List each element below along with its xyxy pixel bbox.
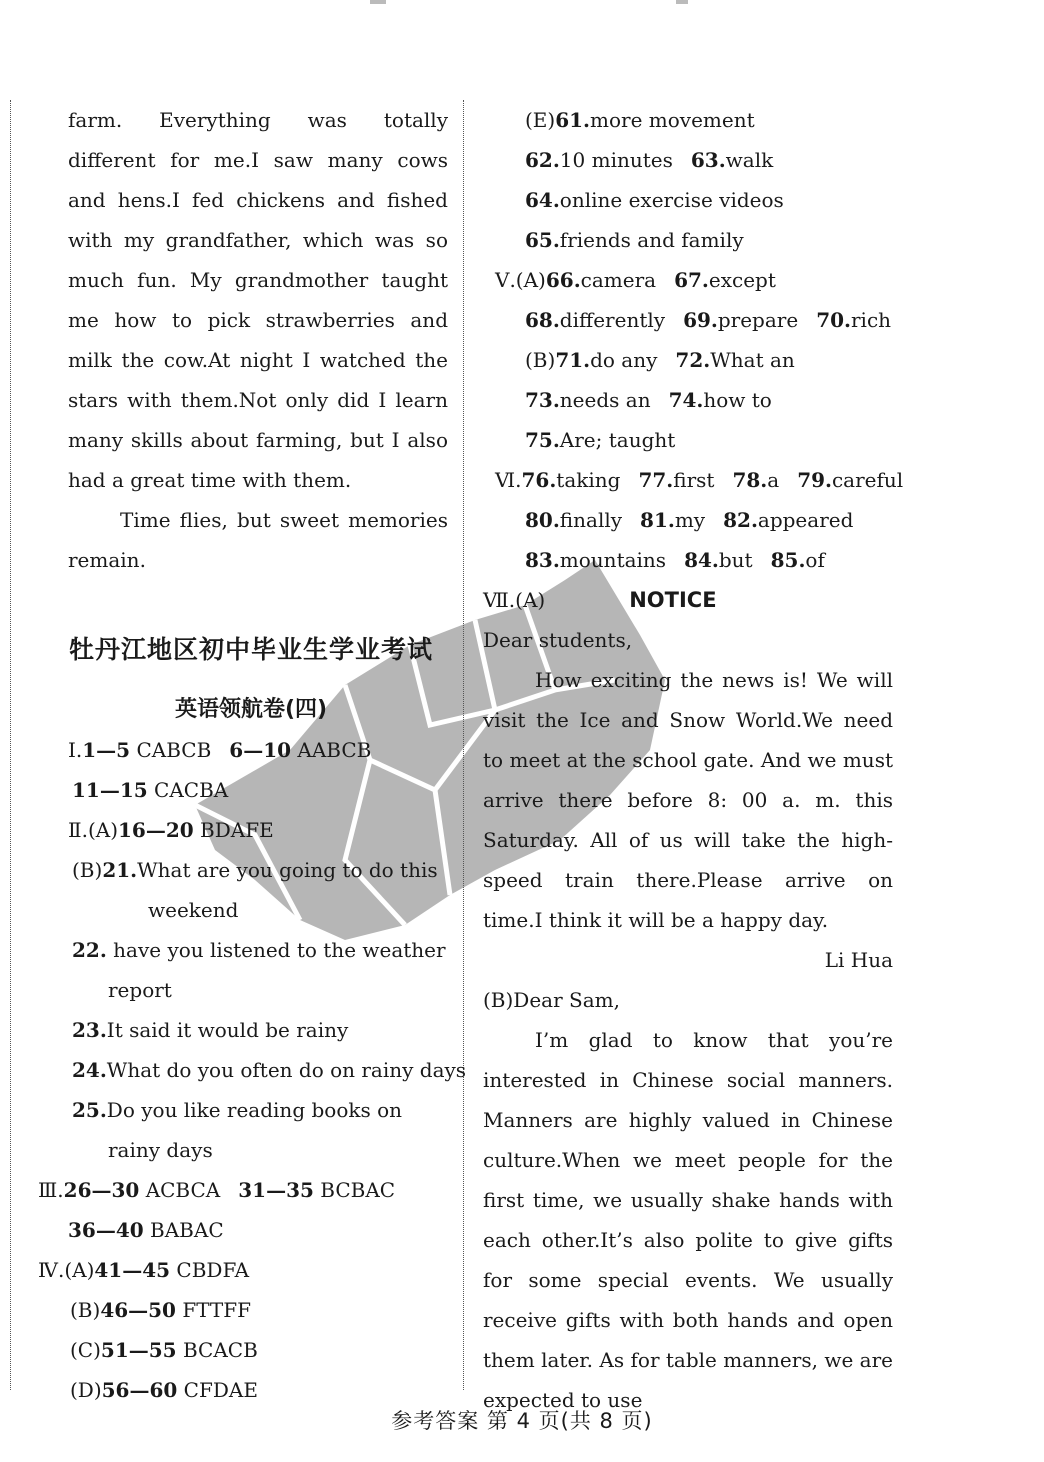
section-label: Ⅶ.(A) — [483, 588, 546, 612]
answer-text: ACBCA — [145, 1178, 221, 1202]
answer-row — [68, 770, 448, 810]
answer-text: do any — [590, 348, 658, 372]
letter-greeting: (B)Dear Sam, — [483, 988, 620, 1012]
answer-text: 10 minutes — [559, 148, 673, 172]
question-number: 71. — [555, 348, 591, 372]
answer-text: CACBA — [154, 778, 229, 802]
answer-text: What do you often do on rainy days — [106, 1058, 467, 1082]
top-scan-mark — [370, 0, 386, 4]
exam-title: 牡丹江地区初中毕业生学业考试 — [68, 635, 433, 664]
answer-text: BCACB — [182, 1338, 258, 1362]
answer-row — [68, 970, 448, 1010]
answer-text: CFDAE — [183, 1378, 258, 1402]
question-number: 63. — [690, 148, 726, 172]
answer-text: weekend — [148, 898, 239, 922]
notice-header — [483, 580, 893, 620]
answer-row — [483, 460, 904, 500]
answer-text: prepare — [717, 308, 799, 332]
answer-text: more movement — [590, 108, 755, 132]
answer-text: What an — [710, 348, 795, 372]
answer-text: What are you going to do this — [137, 858, 438, 882]
answer-row — [68, 1050, 467, 1090]
answer-row — [68, 850, 448, 890]
section-label: Ⅱ.(A) — [68, 818, 118, 842]
left-column — [38, 100, 467, 1410]
answer-row — [483, 300, 893, 340]
answer-row — [68, 930, 448, 970]
question-number: 41—45 — [94, 1258, 171, 1282]
notice-text — [483, 620, 893, 1420]
question-number: 66. — [545, 268, 581, 292]
answer-list-right — [483, 100, 904, 580]
answer-list-left — [38, 730, 467, 1410]
question-number: 78. — [732, 468, 768, 492]
question-number: 46—50 — [100, 1298, 176, 1322]
question-number: 11—15 — [72, 778, 148, 802]
question-number: 56—60 — [101, 1378, 178, 1402]
answer-row — [68, 1370, 448, 1410]
section-label: Ⅳ.(A) — [38, 1258, 95, 1282]
answer-row — [68, 1090, 448, 1130]
section-label: Ⅲ. — [38, 1178, 64, 1202]
question-number: 36—40 — [68, 1218, 144, 1242]
answer-text: a — [767, 468, 780, 492]
section-label: (C) — [70, 1338, 101, 1362]
answer-row — [68, 1130, 448, 1170]
question-number: 31—35 — [238, 1178, 314, 1202]
question-number: 26—30 — [63, 1178, 140, 1202]
answer-row — [68, 1330, 448, 1370]
left-margin-line — [10, 100, 11, 1390]
answer-row — [68, 1290, 448, 1330]
answer-text: first — [673, 468, 715, 492]
answer-text: finally — [559, 508, 623, 532]
question-number: 76. — [521, 468, 557, 492]
section-label: (D) — [70, 1378, 102, 1402]
section-label: (B) — [70, 1298, 101, 1322]
answer-text: taking — [556, 468, 621, 492]
question-number: 16—20 — [118, 818, 194, 842]
answer-text: AABCB — [297, 738, 372, 762]
answer-text: rich — [850, 308, 892, 332]
answer-row — [483, 180, 893, 220]
answer-text: online exercise videos — [559, 188, 784, 212]
top-scan-mark — [676, 0, 688, 4]
question-number: 62. — [525, 148, 560, 172]
question-number: 70. — [816, 308, 851, 332]
question-number: 80. — [525, 508, 560, 532]
answer-row — [483, 540, 893, 580]
letter-body: I’m glad to know that you’re interested in Chinese social manners. Manners are highly valued in Chinese culture.When we meet people for the first time, we usually shake hands with each other.It’s also polite to give gifts for some special events. We usually receive gifts with both hands and open them later. As for table manners, we are expected to use — [483, 1028, 893, 1412]
essay-paragraph: Time flies, but sweet memories remain. — [68, 508, 448, 572]
exam-subtitle: 英语领航卷(四) — [174, 697, 328, 722]
question-number: 82. — [723, 508, 758, 532]
answer-row — [483, 140, 893, 180]
answer-text: camera — [580, 268, 657, 292]
notice-greeting: Dear students, — [483, 628, 633, 652]
answer-text: friends and family — [559, 228, 744, 252]
notice-signature: Li Hua — [824, 948, 893, 972]
section-label: Ⅰ. — [68, 738, 83, 762]
question-number: 77. — [638, 468, 674, 492]
page-footer: 参考答案 第 4 页(共 8 页) — [391, 1409, 653, 1433]
question-number: 24. — [72, 1058, 107, 1082]
answer-row — [68, 730, 448, 770]
answer-text: careful — [831, 468, 904, 492]
notice-heading: NOTICE — [629, 588, 717, 612]
question-number: 83. — [525, 548, 560, 572]
question-number: 22. — [72, 938, 107, 962]
section-label: (B) — [72, 858, 103, 882]
answer-text: except — [708, 268, 776, 292]
notice-body: How exciting the news is! We will visit the Ice and Snow World.We need to meet at the school gate. And we must arrive there before 8: 00 a. m. this Saturday. All of us will take the high-speed train there.Please arrive on time.I think it will be a happy day. — [483, 668, 893, 932]
question-number: 74. — [668, 388, 704, 412]
question-number: 84. — [684, 548, 719, 572]
column-divider — [463, 100, 464, 1390]
answer-text: but — [718, 548, 753, 572]
question-number: 51—55 — [100, 1338, 177, 1362]
question-number: 68. — [525, 308, 560, 332]
question-number: 73. — [525, 388, 560, 412]
answer-text: differently — [559, 308, 666, 332]
answer-text: Are; taught — [559, 428, 676, 452]
right-column — [483, 100, 904, 1420]
question-number: 67. — [674, 268, 709, 292]
question-number: 75. — [525, 428, 560, 452]
answer-text: my — [674, 508, 706, 532]
answer-row — [483, 340, 893, 380]
answer-text: It said it would be rainy — [106, 1018, 349, 1042]
question-number: 65. — [525, 228, 560, 252]
question-number: 23. — [72, 1018, 107, 1042]
answer-text: appeared — [757, 508, 854, 532]
answer-row — [483, 220, 893, 260]
question-number: 25. — [72, 1098, 107, 1122]
answer-text: needs an — [559, 388, 651, 412]
answer-row — [483, 100, 893, 140]
answer-text: CABCB — [136, 738, 212, 762]
question-number: 72. — [675, 348, 711, 372]
answer-row — [483, 260, 893, 300]
answer-text: BCBAC — [320, 1178, 396, 1202]
answer-text: how to — [703, 388, 772, 412]
answer-text: walk — [725, 148, 774, 172]
essay-paragraph: farm. Everything was totally different for me.I saw many cows and hens.I fed chickens and fished with my grandfather, which was so much fun. My grandmother taught me how to pick strawberries and milk the cow.At night I watched the stars with them.Not only did I learn many skills about farming, but I also had a great time with them. — [68, 108, 448, 492]
section-label: Ⅴ.(A) — [495, 268, 546, 292]
question-number: 64. — [525, 188, 560, 212]
answer-text: report — [108, 978, 172, 1002]
answer-row — [483, 500, 893, 540]
answer-text: BDAFE — [200, 818, 274, 842]
question-number: 21. — [102, 858, 138, 882]
section-label: (E) — [525, 108, 556, 132]
question-number: 1—5 — [82, 738, 131, 762]
answer-row — [483, 420, 893, 460]
answer-row — [68, 1210, 448, 1250]
section-label: (B) — [525, 348, 556, 372]
question-number: 81. — [640, 508, 675, 532]
answer-text: Do you like reading books on — [106, 1098, 403, 1122]
answer-row — [68, 890, 448, 930]
essay-text — [68, 100, 448, 580]
question-number: 79. — [797, 468, 832, 492]
question-number: 85. — [770, 548, 806, 572]
answer-row — [483, 380, 893, 420]
answer-text: have you listened to the weather — [106, 938, 446, 962]
question-number: 69. — [683, 308, 718, 332]
answer-text: FTTFF — [182, 1298, 252, 1322]
answer-row — [68, 810, 448, 850]
answer-text: mountains — [559, 548, 667, 572]
question-number: 6—10 — [229, 738, 292, 762]
answer-text: CBDFA — [176, 1258, 250, 1282]
answer-row — [68, 1010, 448, 1050]
answer-text: of — [805, 548, 825, 572]
section-label: Ⅵ. — [495, 468, 522, 492]
answer-text: BABAC — [150, 1218, 224, 1242]
answer-text: rainy days — [108, 1138, 213, 1162]
question-number: 61. — [555, 108, 591, 132]
answer-row — [38, 1250, 448, 1290]
answer-row — [38, 1170, 448, 1210]
